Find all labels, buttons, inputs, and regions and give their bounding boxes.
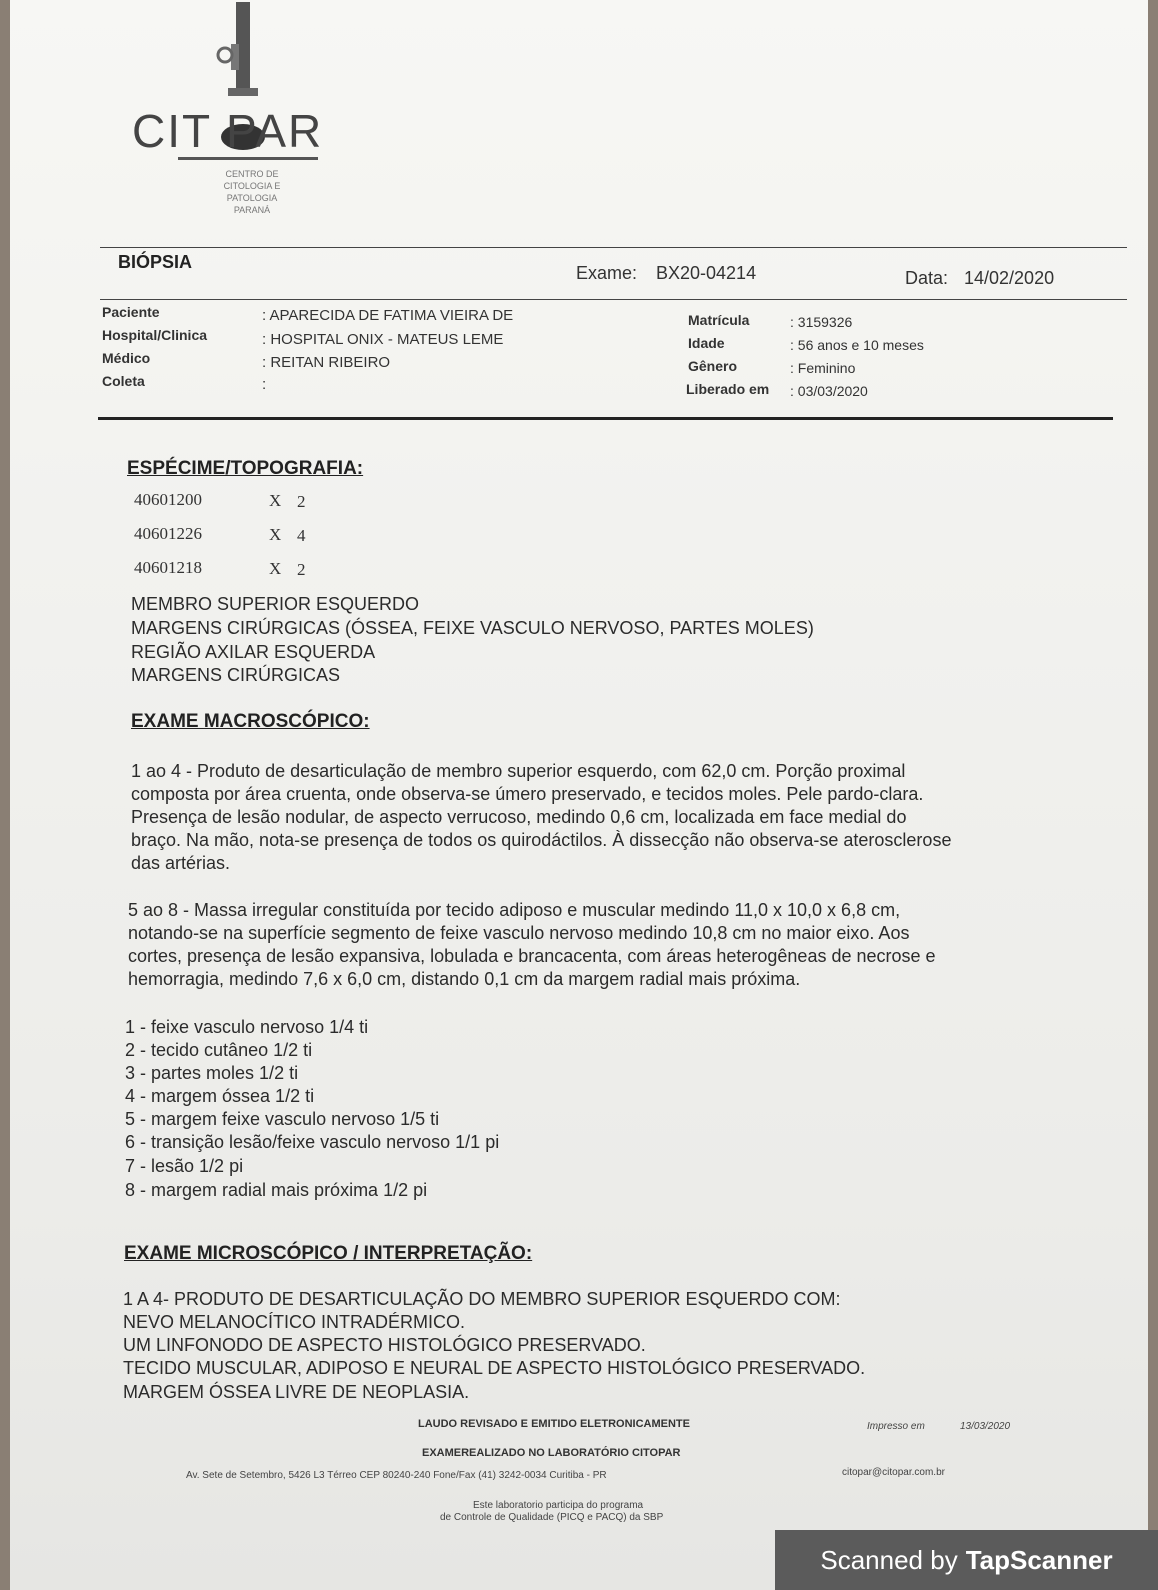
collection-label: Coleta: [102, 373, 145, 389]
micro-line: NEVO MELANOCÍTICO INTRADÉRMICO.: [123, 1312, 466, 1332]
cassette-item: 3 - partes moles 1/2 ti: [125, 1063, 299, 1083]
specimen-line: MARGENS CIRÚRGICAS: [131, 665, 341, 685]
cassette-item: 2 - tecido cutâneo 1/2 ti: [125, 1040, 313, 1060]
specimen-qty: 2: [297, 560, 306, 579]
cassette-item: 4 - margem óssea 1/2 ti: [125, 1086, 315, 1106]
exam-label: Exame:: [576, 263, 638, 283]
gender-label: Gênero: [688, 358, 738, 374]
report-type: BIÓPSIA: [118, 252, 193, 272]
watermark-brand: TapScanner: [965, 1544, 1113, 1575]
macro-paragraph-line: 5 ao 8 - Massa irregular constituída por tecido adiposo e muscular medindo 11,0 x 10,0 x 6,8 cm,: [128, 900, 901, 920]
watermark-prefix: Scanned by: [820, 1544, 958, 1575]
footer-reviewed: LAUDO REVISADO E EMITIDO ELETRONICAMENTE: [418, 1418, 690, 1430]
macro-paragraph-line: hemorragia, medindo 7,6 x 6,0 cm, distando 0,1 cm da margem radial mais próxima.: [128, 969, 801, 989]
date-value: 14/02/2020: [964, 268, 1055, 288]
cassette-item: 6 - transição lesão/feixe vasculo nervoso 1/1 pi: [125, 1132, 500, 1152]
macro-paragraph-line: notando-se na superfície segmento de feixe vasculo nervoso medindo 10,8 cm no maior eixo. Aos: [128, 923, 910, 943]
exam-number: BX20-04214: [656, 263, 757, 283]
logo-wordmark: CIT PAR: [132, 105, 324, 157]
specimen-line: REGIÃO AXILAR ESQUERDA: [131, 642, 376, 662]
specimen-x: X: [269, 491, 282, 510]
cassette-item: 7 - lesão 1/2 pi: [125, 1156, 244, 1176]
printed-label: Impresso em: [867, 1421, 925, 1432]
header-rule-mid: [100, 299, 1127, 300]
cassette-item: 1 - feixe vasculo nervoso 1/4 ti: [125, 1017, 369, 1037]
age-value: : 56 anos e 10 meses: [790, 337, 924, 353]
logo-subtitle: CENTRO DE CITOLOGIA E PATOLOGIA PARANÁ: [223, 169, 281, 215]
cassette-item: 8 - margem radial mais próxima 1/2 pi: [125, 1180, 428, 1200]
tapscanner-watermark: [775, 1530, 1158, 1590]
specimen-x: X: [269, 559, 282, 578]
micro-line: 1 A 4- PRODUTO DE DESARTICULAÇÃO DO MEMBRO SUPERIOR ESQUERDO COM:: [123, 1289, 841, 1309]
hospital-label: Hospital/Clinica: [102, 327, 208, 343]
specimen-x: X: [269, 525, 282, 544]
printed-date: 13/03/2020: [960, 1421, 1011, 1432]
registration-value: : 3159326: [790, 314, 853, 330]
gender-value: : Feminino: [790, 360, 856, 376]
header-rule-top: [100, 247, 1127, 248]
specimen-line: MARGENS CIRÚRGICAS (ÓSSEA, FEIXE VASCULO NERVOSO, PARTES MOLES): [131, 618, 814, 638]
patient-label: Paciente: [102, 304, 160, 320]
collection-value: :: [262, 376, 267, 393]
date-label: Data:: [905, 268, 949, 288]
footer-performed: EXAMEREALIZADO NO LABORATÓRIO CITOPAR: [422, 1447, 681, 1459]
document-page: [10, 0, 1148, 1590]
age-label: Idade: [688, 335, 725, 351]
micro-section-title: EXAME MICROSCÓPICO / INTERPRETAÇÃO:: [124, 1243, 533, 1264]
doctor-value: : REITAN RIBEIRO: [262, 354, 391, 371]
patient-value: : APARECIDA DE FATIMA VIEIRA DE: [262, 307, 514, 324]
footer-email: citopar@citopar.com.br: [842, 1467, 945, 1478]
macro-paragraph-line: composta por área cruenta, onde observa-se úmero preservado, e tecidos moles. Pele pardo-clara.: [131, 784, 924, 804]
header-rule-bottom: [98, 417, 1113, 420]
macro-paragraph-line: das artérias.: [131, 853, 231, 873]
micro-line: TECIDO MUSCULAR, ADIPOSO E NEURAL DE ASPECTO HISTOLÓGICO PRESERVADO.: [123, 1358, 866, 1378]
macro-paragraph-line: 1 ao 4 - Produto de desarticulação de membro superior esquerdo, com 62,0 cm. Porção proximal: [131, 761, 906, 781]
footer-program-line2: de Controle de Qualidade (PICQ e PACQ) da SBP: [440, 1512, 664, 1523]
released-label: Liberado em: [686, 381, 770, 397]
hospital-value: : HOSPITAL ONIX - MATEUS LEME: [262, 331, 504, 348]
specimen-qty: 4: [297, 526, 306, 545]
registration-label: Matrícula: [688, 312, 750, 328]
specimen-code: 40601226: [134, 524, 202, 543]
doctor-label: Médico: [102, 350, 151, 366]
footer-address: Av. Sete de Setembro, 5426 L3 Térreo CEP 80240-240 Fone/Fax (41) 3242-0034 Curitiba - PR: [186, 1470, 607, 1481]
specimen-line: MEMBRO SUPERIOR ESQUERDO: [131, 594, 420, 614]
footer-program-line1: Este laboratorio participa do programa: [473, 1500, 644, 1511]
macro-section-title: EXAME MACROSCÓPICO:: [131, 711, 370, 732]
specimen-section-title: ESPÉCIME/TOPOGRAFIA:: [127, 458, 364, 479]
macro-paragraph-line: cortes, presença de lesão expansiva, lobulada e brancacenta, com áreas heterogêneas de necrose e: [128, 946, 936, 966]
cassette-item: 5 - margem feixe vasculo nervoso 1/5 ti: [125, 1109, 440, 1129]
micro-line: MARGEM ÓSSEA LIVRE DE NEOPLASIA.: [123, 1382, 470, 1402]
micro-line: UM LINFONODO DE ASPECTO HISTOLÓGICO PRESERVADO.: [123, 1335, 646, 1355]
released-value: : 03/03/2020: [790, 383, 868, 399]
macro-paragraph-line: braço. Na mão, nota-se presença de todos os quirodáctilos. À dissecção não observa-se aterosclerose: [131, 830, 952, 850]
citopar-logo: [128, 0, 388, 235]
specimen-code: 40601218: [134, 558, 202, 577]
macro-paragraph-line: Presença de lesão nodular, de aspecto verrucoso, medindo 0,6 cm, localizada em face medial do: [131, 807, 907, 827]
specimen-code: 40601200: [134, 490, 202, 509]
specimen-qty: 2: [297, 492, 306, 511]
